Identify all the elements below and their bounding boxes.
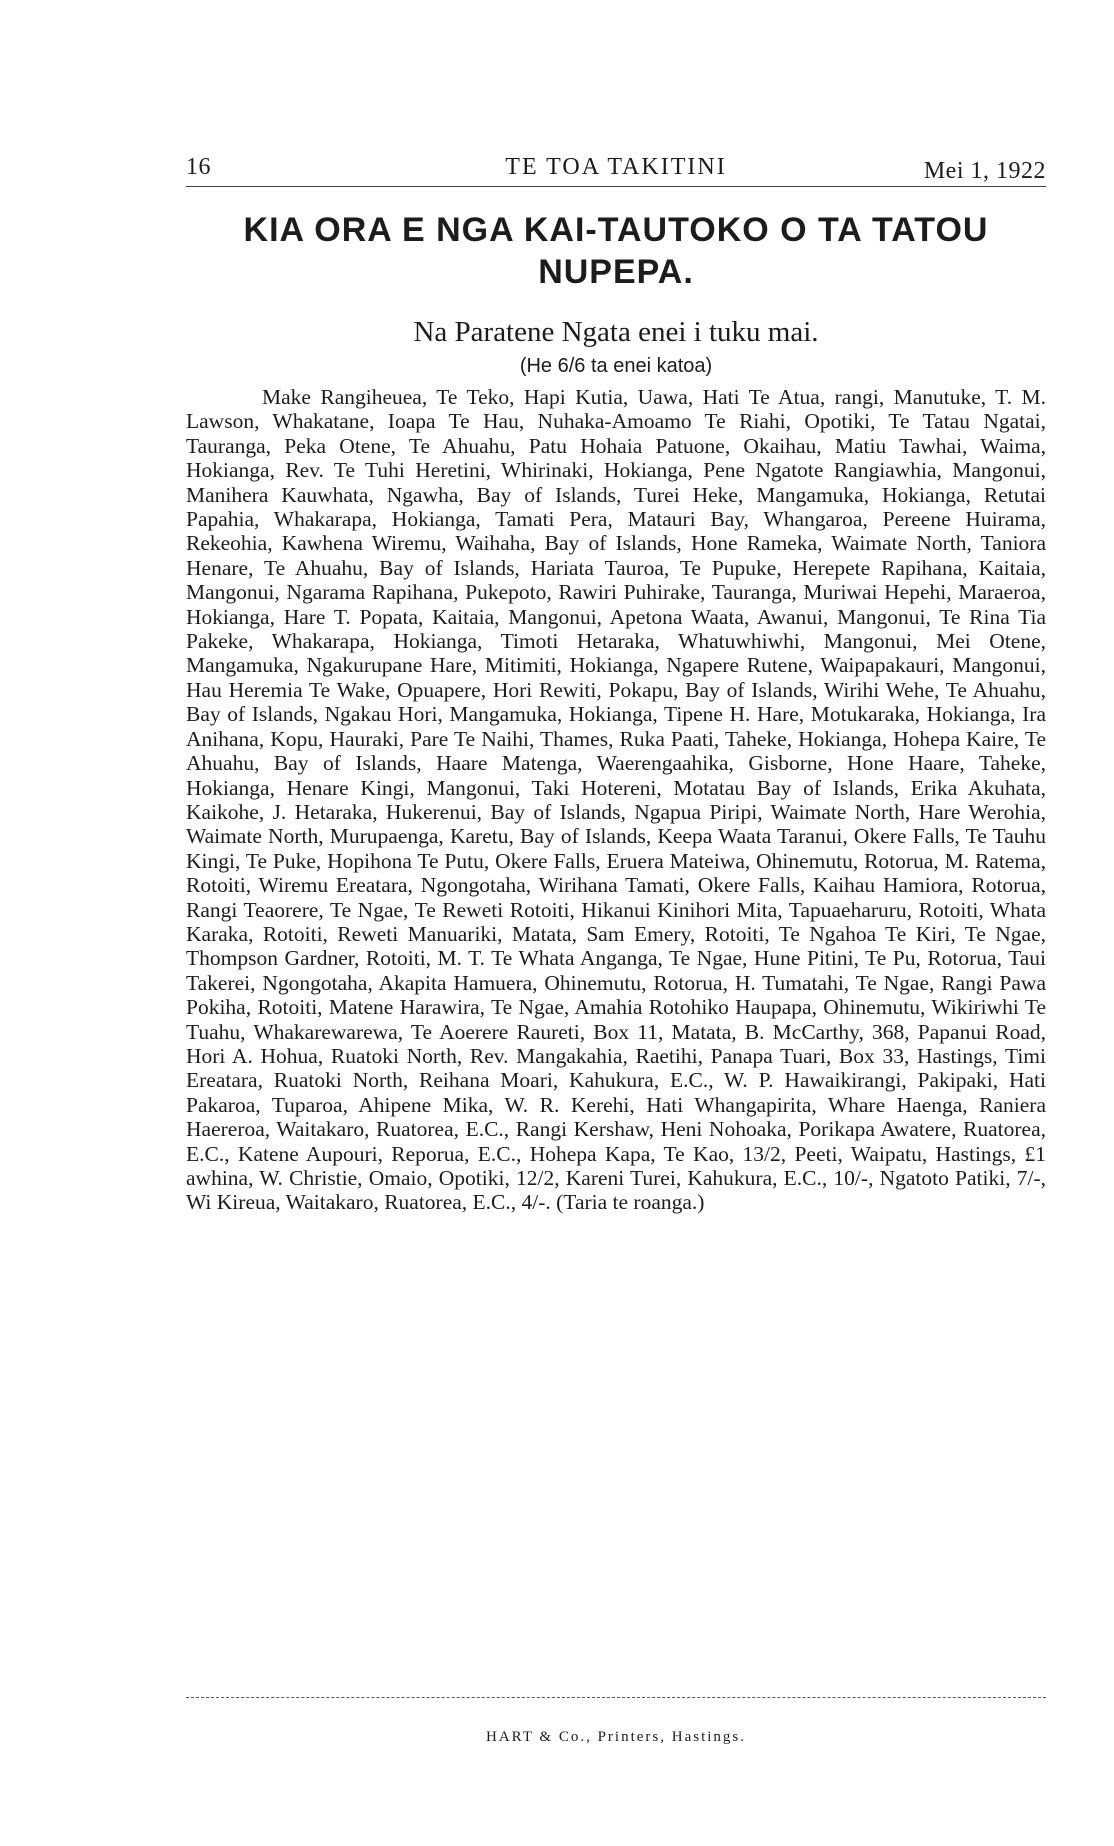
footer-rule	[186, 1697, 1046, 1698]
article-subtitle: Na Paratene Ngata enei i tuku mai.	[413, 316, 819, 348]
issue-date: Mei 1, 1922	[923, 158, 1046, 184]
article-body: Make Rangiheuea, Te Teko, Hapi Kutia, Uawa, Hati Te Atua, rangi, Manutuke, T. M. Lawson, Whakatane, Ioapa Te Hau, Nuhaka-Amoamo Te Riahi, Opotiki, Te Tatau Ngatai, Tauranga, Peka Otene, Te Ahuahu, Patu Hohaia Patuone, Okaihau, Matiu Tawhai, Waima, Hokianga, Rev. Te Tuhi Heretini, Whirinaki, Hokianga, Pene Ngatote Rangiawhia, Mangonui, Manihera Kauwhata, Ngawha, Bay of Islands, Turei Heke, Mangamuka, Hokianga, Retutai Papahia, Whakarapa, Hokianga, Tamati Pera, Matauri Bay, Whangaroa, Pereene Huirama, Rekeohia, Kawhena Wiremu, Waihaha, Bay of Islands, Hone Rameka, Waimate North, Taniora Henare, Te Ahuahu, Bay of Islands, Hariata Tauroa, Te Pupuke, Herepete Rapihana, Kaitaia, Mangonui, Ngarama Rapihana, Pukepoto, Rawiri Puhirake, Tauranga, Muriwai Hepehi, Maraeroa, Hokianga, Hare T. Popata, Kaitaia, Mangonui, Apetona Waata, Awanui, Mangonui, Te Rina Tia Pakeke, Whakarapa, Hokianga, Timoti Hetaraka, Whatuwhiwhi, Mangonui, Mei Otene, Mangamuka, Ngakurupane Hare, Mitimiti, Hokianga, Ngapere Rutene, Waipapakauri, Mangonui, Hau Heremia Te Wake, Opuapere, Hori Rewiti, Pokapu, Bay of Islands, Wirihi Wehe, Te Ahuahu, Bay of Islands, Ngakau Hori, Mangamuka, Hokianga, Tipene H. Hare, Motukaraka, Hokianga, Ira Anihana, Kopu, Hauraki, Pare Te Naihi, Thames, Ruka Paati, Taheke, Hokianga, Hohepa Kaire, Te Ahuahu, Bay of Islands, Haare Matenga, Waerengaahika, Gisborne, Hone Haare, Taheke, Hokianga, Henare Kingi, Mangonui, Taki Hotereni, Motatau Bay of Islands, Erika Akuhata, Kaikohe, J. Hetaraka, Hukerenui, Bay of Islands, Ngapua Piripi, Waimate North, Hare Werohia, Waimate North, Murupaenga, Karetu, Bay of Islands, Keepa Waata Taranui, Okere Falls, Te Tauhu Kingi, Te Puke, Hopihona Te Putu, Okere Falls, Eruera Mateiwa, Ohinemutu, Rotorua, M. Ratema, Rotoiti, Wiremu Ereatara, Ngongotaha, Wirihana Tamati, Okere Falls, Kaihau Hamiora, Rotorua, Rangi Teaorere, Te Ngae, Te Reweti Rotoiti, Hikanui Kinihori Mita, Tapuaeharuru, Rotoiti, Whata Karaka, Rotoiti, Reweti Manuariki, Matata, Sam Emery, Rotoiti, Te Ngahoa Te Kiri, Te Ngae, Thompson Gardner, Rotoiti, M. T. Te Whata Anganga, Te Ngae, Hune Pitini, Te Pu, Rotorua, Taui Takerei, Ngongotaha, Akapita Hamuera, Ohinemutu, Rotorua, H. Tumatahi, Te Ngae, Rangi Pawa Pokiha, Rotoiti, Matene Harawira, Te Ngae, Amahia Rotohiko Haupapa, Ohinemutu, Wikiriwhi Te Tuahu, Whakarewarewa, Te Aoerere Raureti, Box 11, Matata, B. McCarthy, 368, Papanui Road, Hori A. Hohua, Ruatoki North, Rev. Mangakahia, Raetihi, Panapa Tuari, Box 33, Hastings, Timi Ereatara, Ruatoki North, Reihana Moari, Kahukura, E.C., W. P. Hawaikirangi, Pakipaki, Hati Pakaroa, Tuparoa, Ahipene Mika, W. R. Kerehi, Hati Whangapirita, Whare Haenga, Raniera Haereroa, Waitakaro, Ruatorea, E.C., Rangi Kershaw, Heni Nohoaka, Porikapa Awatere, Ruatorea, E.C., Katene Aupouri, Reporua, E.C., Hohepa Kapa, Te Kao, 13/2, Peeti, Waipatu, Hastings, £1 awhina, W. Christie, Omaio, Opotiki, 12/2, Kareni Turei, Kahukura, E.C., 10/-, Ngatoto Patiki, 7/-, Wi Kireua, Waitakaro, Ruatorea, E.C., 4/-. (Taria te roanga.)	[186, 385, 1046, 1215]
article-note: (He 6/6 ta enei katoa)	[519, 355, 713, 377]
article-headline: KIA ORA E NGA KAI-TAUTOKO O TA TATOU NUPEPA.	[243, 211, 989, 291]
publication-title: TE TOA TAKITINI	[505, 154, 727, 180]
newspaper-page	[186, 148, 1046, 1215]
page-number: 16	[186, 154, 211, 180]
header-rule	[186, 186, 1046, 187]
printer-imprint: HART & Co., Printers, Hastings.	[486, 1729, 746, 1745]
page-header	[186, 148, 1046, 182]
